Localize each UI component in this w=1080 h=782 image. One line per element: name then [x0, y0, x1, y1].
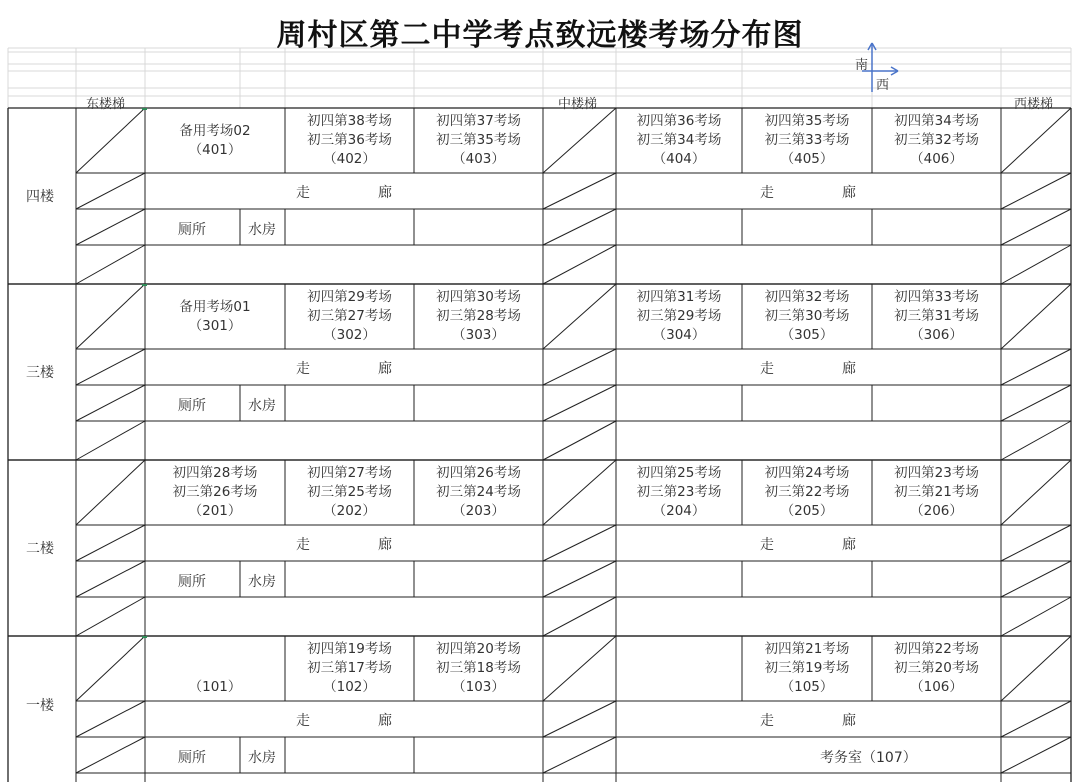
exam-room-cell: [616, 110, 742, 171]
stair-diagonal: [76, 245, 145, 284]
stair-diagonal: [543, 561, 616, 597]
stair-diagonal: [1001, 701, 1071, 737]
exam-room-line: 初三第34考场: [636, 132, 722, 148]
exam-room-cell: [285, 286, 414, 347]
exam-room-line: （103）: [452, 679, 505, 695]
stair-diagonal: [76, 421, 145, 460]
exam-room-line: 初四第35考场: [764, 113, 850, 129]
exam-room-cell: [414, 286, 543, 347]
stair-diagonal: [1001, 349, 1071, 385]
stair-diagonal: [1001, 460, 1071, 525]
toilet-label: 厕所: [178, 222, 206, 238]
middle-stairs-label: 中楼梯: [558, 97, 598, 112]
exam-room-line: 初三第32考场: [894, 132, 979, 148]
stair-diagonal: [1001, 636, 1071, 701]
stair-diagonal: [1001, 561, 1071, 597]
stair-diagonal: [76, 385, 145, 421]
exam-room-cell: [145, 286, 285, 347]
floor-label: 二楼: [26, 541, 54, 557]
exam-room-line: （306）: [910, 327, 963, 343]
exam-room-cell: [872, 110, 1001, 171]
corridor-left-char: 走: [760, 537, 774, 553]
stair-diagonal: [1001, 209, 1071, 245]
floor-label: 一楼: [26, 697, 54, 714]
exam-room-line: 初四第21考场: [764, 641, 850, 657]
exam-room-line: 初三第35考场: [436, 132, 521, 148]
exam-room-line: （404）: [652, 151, 706, 167]
stair-diagonal: [1001, 421, 1071, 460]
corridor-right-char: 廊: [378, 537, 392, 553]
exam-room-cell: [742, 462, 872, 523]
corridor-right-char: 廊: [378, 361, 392, 377]
exam-room-cell: [285, 638, 414, 699]
corridor-right-char: 廊: [842, 361, 856, 377]
exam-room-line: 初三第25考场: [307, 484, 392, 500]
exam-room-line: 初三第17考场: [307, 660, 392, 676]
exam-room-line: 初四第29考场: [307, 289, 392, 305]
exam-room-line: 初三第22考场: [764, 484, 850, 500]
stair-diagonal: [76, 597, 145, 636]
corridor-left-char: 走: [760, 185, 774, 201]
exam-room-line: （204）: [652, 503, 706, 519]
exam-room-line: （402）: [323, 151, 376, 167]
stair-diagonal: [1001, 385, 1071, 421]
corridor-right-char: 廊: [378, 185, 392, 201]
stair-diagonal: [76, 173, 145, 209]
corridor-area: [617, 526, 1000, 560]
corridor-area: [146, 526, 542, 560]
corridor-right-char: 廊: [378, 713, 392, 729]
exam-room-line: （206）: [910, 503, 963, 519]
exam-room-cell: [414, 638, 543, 699]
exam-room-line: 初三第18考场: [436, 660, 521, 676]
stair-diagonal: [76, 209, 145, 245]
compass-west-label: 西: [876, 78, 890, 93]
corridor-left-char: 走: [760, 361, 774, 377]
exam-room-line: 初三第31考场: [894, 308, 979, 324]
corridor-area: [146, 702, 542, 736]
stair-diagonal: [543, 209, 616, 245]
exam-room-line: 初三第33考场: [764, 132, 850, 148]
water-room-label: 水房: [248, 222, 276, 238]
exam-room-line: 初四第32考场: [764, 289, 850, 305]
exam-room-line: 初三第26考场: [172, 484, 258, 500]
corridor-area: [617, 350, 1000, 384]
exam-room-cell: [616, 286, 742, 347]
corridor-left-char: 走: [760, 713, 774, 729]
stair-diagonal: [76, 701, 145, 737]
exam-room-cell: [145, 462, 285, 523]
exam-room-line: （101）: [188, 679, 242, 695]
exam-room-cell: [742, 638, 872, 699]
stair-diagonal: [543, 460, 616, 525]
corridor-area: [617, 702, 1000, 736]
stair-diagonal: [1001, 173, 1071, 209]
stair-diagonal: [1001, 245, 1071, 284]
exam-room-line: （202）: [323, 503, 376, 519]
floor-label: 四楼: [26, 189, 54, 205]
corridor-area: [146, 174, 542, 208]
corridor-right-char: 廊: [842, 713, 856, 729]
stair-diagonal: [76, 636, 145, 701]
exam-room-line: 初三第36考场: [307, 132, 392, 148]
exam-room-line: 初三第24考场: [436, 484, 521, 500]
corridor-area: [146, 350, 542, 384]
exam-room-line: （305）: [780, 327, 834, 343]
exam-room-line: （403）: [452, 151, 505, 167]
exam-room-line: 初四第27考场: [307, 465, 392, 481]
stair-diagonal: [1001, 737, 1071, 773]
stair-diagonal: [76, 460, 145, 525]
exam-room-line: 初四第31考场: [636, 289, 722, 305]
stair-diagonal: [1001, 284, 1071, 349]
stair-diagonal: [76, 284, 145, 349]
exam-room-cell: [145, 110, 285, 171]
water-room-label: 水房: [248, 574, 276, 590]
exam-room-line: 初四第23考场: [894, 465, 979, 481]
exam-room-line: 备用考场02: [179, 122, 251, 139]
exam-room-cell: [414, 462, 543, 523]
exam-room-line: 初四第24考场: [764, 465, 850, 481]
exam-room-line: 初四第30考场: [436, 289, 521, 305]
exam-room-line: 初四第28考场: [172, 465, 258, 481]
stair-diagonal: [76, 349, 145, 385]
exam-room-line: （405）: [780, 151, 834, 167]
exam-room-line: 初三第30考场: [764, 308, 850, 324]
corridor-left-char: 走: [296, 713, 310, 729]
exam-room-line: （105）: [780, 679, 834, 695]
exam-room-cell: [742, 110, 872, 171]
stair-diagonal: [76, 561, 145, 597]
stair-diagonal: [543, 173, 616, 209]
floor-label: 三楼: [26, 365, 54, 381]
exam-room-line: （303）: [452, 327, 505, 343]
exam-room-cell: [872, 638, 1001, 699]
exam-room-line: 初四第20考场: [436, 641, 521, 657]
stair-diagonal: [543, 701, 616, 737]
toilet-label: 厕所: [178, 574, 206, 590]
exam-room-line: 初四第19考场: [307, 641, 392, 657]
stair-diagonal: [1001, 597, 1071, 636]
exam-room-cell: [414, 110, 543, 171]
exam-room-line: 初四第37考场: [436, 113, 521, 129]
exam-room-cell: [145, 638, 285, 699]
exam-room-line: 初三第28考场: [436, 308, 521, 324]
corridor-left-char: 走: [296, 185, 310, 201]
exam-room-line: 初三第29考场: [636, 308, 722, 324]
exam-room-line: 初三第21考场: [894, 484, 979, 500]
stair-diagonal: [543, 525, 616, 561]
exam-room-line: 备用考场01: [179, 298, 251, 315]
stair-diagonal: [1001, 525, 1071, 561]
stair-diagonal: [543, 349, 616, 385]
corridor-right-char: 廊: [842, 185, 856, 201]
exam-room-cell: [285, 110, 414, 171]
exam-room-cell: [285, 462, 414, 523]
exam-room-line: 初三第27考场: [307, 308, 392, 324]
stair-diagonal: [543, 597, 616, 636]
exam-room-line: 初三第19考场: [764, 660, 850, 676]
exam-room-line: （301）: [188, 317, 242, 334]
exam-room-cell: [872, 286, 1001, 347]
stair-diagonal: [76, 108, 145, 173]
exam-room-line: 初四第36考场: [636, 113, 722, 129]
corridor-left-char: 走: [296, 537, 310, 553]
corridor-area: [617, 174, 1000, 208]
exam-room-line: 初四第33考场: [894, 289, 979, 305]
stair-diagonal: [76, 525, 145, 561]
exam-room-line: （201）: [188, 503, 242, 519]
toilet-label: 厕所: [178, 750, 206, 766]
toilet-label: 厕所: [178, 398, 206, 414]
exam-room-line: 初三第20考场: [894, 660, 979, 676]
stair-diagonal: [543, 737, 616, 773]
exam-room-line: （304）: [652, 327, 706, 343]
stair-diagonal: [543, 421, 616, 460]
east-stairs-label: 东楼梯: [86, 97, 126, 112]
exam-room-line: （102）: [323, 679, 376, 695]
exam-room-line: 初四第22考场: [894, 641, 979, 657]
page-title: 周村区第二中学考点致远楼考场分布图: [276, 18, 804, 53]
exam-room-line: （406）: [910, 151, 963, 167]
water-room-label: 水房: [248, 398, 276, 414]
exam-room-line: 初四第26考场: [436, 465, 521, 481]
west-stairs-label: 西楼梯: [1014, 97, 1054, 112]
stair-diagonal: [543, 108, 616, 173]
stair-diagonal: [76, 737, 145, 773]
exam-room-line: 初四第38考场: [307, 113, 392, 129]
exam-room-cell: [742, 286, 872, 347]
stair-diagonal: [1001, 108, 1071, 173]
corridor-left-char: 走: [296, 361, 310, 377]
exam-room-line: 初三第23考场: [636, 484, 722, 500]
water-room-label: 水房: [248, 750, 276, 766]
exam-room-line: 初四第34考场: [894, 113, 979, 129]
exam-office-label: 考务室（107）: [820, 750, 917, 766]
exam-room-line: （203）: [452, 503, 505, 519]
stair-diagonal: [543, 636, 616, 701]
exam-room-cell: [872, 462, 1001, 523]
exam-room-line: （401）: [188, 141, 242, 158]
stair-diagonal: [543, 284, 616, 349]
corridor-right-char: 廊: [842, 537, 856, 553]
exam-room-cell: [616, 638, 742, 699]
exam-room-line: （205）: [780, 503, 834, 519]
stair-diagonal: [543, 385, 616, 421]
exam-room-line: 初四第25考场: [636, 465, 722, 481]
exam-room-line: （302）: [323, 327, 376, 343]
exam-room-cell: [616, 462, 742, 523]
exam-room-line: （106）: [910, 679, 963, 695]
stair-diagonal: [543, 245, 616, 284]
compass-south-label: 南: [855, 58, 869, 73]
